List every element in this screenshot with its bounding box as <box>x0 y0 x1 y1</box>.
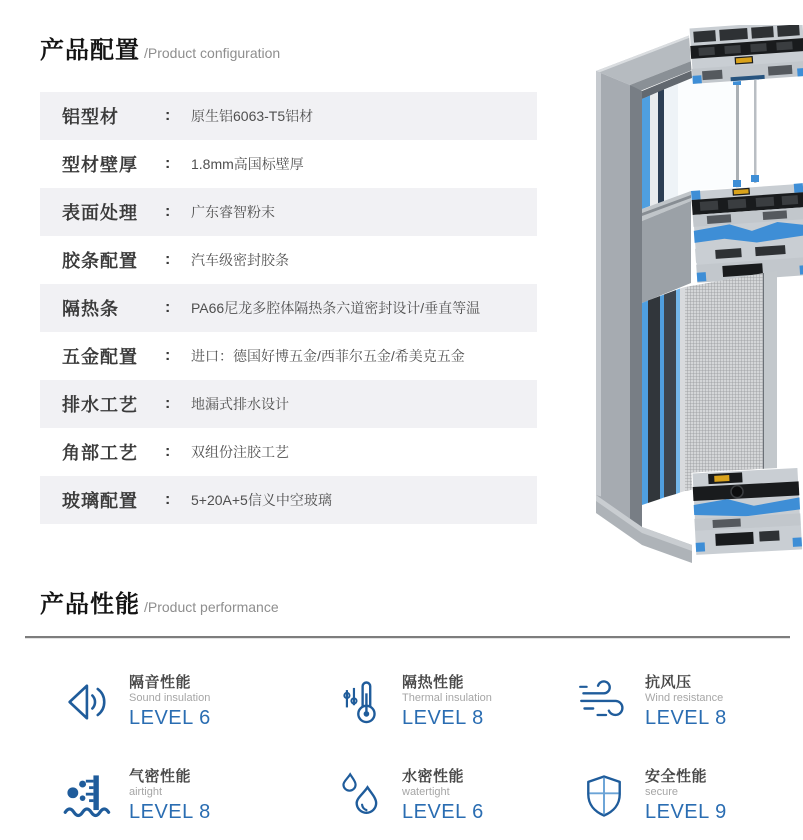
perf-text <box>402 768 484 825</box>
spec-label: 型材壁厚 <box>62 155 138 175</box>
window-profile-render-svg <box>588 25 803 565</box>
perf-level: LEVEL 9 <box>645 801 727 824</box>
config-section-title <box>40 30 280 65</box>
spec-label: 铝型材 <box>62 107 119 127</box>
config-title-en: /Product configuration <box>144 45 281 61</box>
spec-label: 表面处理 <box>62 203 138 223</box>
spec-colon: : <box>165 251 171 268</box>
perf-level: LEVEL 8 <box>402 707 484 730</box>
perf-title-zh: 产品性能 <box>40 591 140 618</box>
spec-colon: : <box>165 203 171 220</box>
perf-item-secure <box>578 762 788 830</box>
spec-row-wall-thickness <box>40 140 537 188</box>
spec-row-surface <box>40 188 537 236</box>
perf-name-zh: 隔热性能 <box>402 673 465 691</box>
perf-level: LEVEL 6 <box>129 707 211 730</box>
window-profile-render <box>588 25 803 565</box>
spec-value: 汽车级密封胶条 <box>191 252 289 268</box>
spec-row-hardware <box>40 332 537 380</box>
spec-value: PA66尼龙多腔体隔热条六道密封设计/垂直等温 <box>191 300 481 316</box>
spec-colon: : <box>165 395 171 412</box>
sound-insulation-icon <box>62 676 114 728</box>
spec-colon: : <box>165 443 171 460</box>
spec-value: 广东睿智粉末 <box>191 204 275 220</box>
perf-item-thermal-insulation <box>335 668 578 736</box>
airtight-icon <box>62 770 114 822</box>
sill-profile-section <box>692 467 802 554</box>
perf-text <box>645 768 727 825</box>
spec-value: 原生铝6063-T5铝材 <box>191 108 314 124</box>
spec-value: 地漏式排水设计 <box>191 396 289 412</box>
perf-level: LEVEL 6 <box>402 801 484 824</box>
spec-label: 隔热条 <box>62 299 119 319</box>
mesh-screen <box>685 273 764 491</box>
spec-row-gasket <box>40 236 537 284</box>
perf-item-sound-insulation <box>62 668 335 736</box>
perf-text <box>402 674 492 731</box>
config-title-zh: 产品配置 <box>40 37 140 64</box>
spec-label: 角部工艺 <box>62 443 138 463</box>
perf-level: LEVEL 8 <box>129 801 211 824</box>
spec-value: 5+20A+5信义中空玻璃 <box>191 492 332 508</box>
shield-icon <box>578 770 630 822</box>
spec-row-drainage <box>40 380 537 428</box>
top-profile-section <box>689 25 803 84</box>
perf-name-zh: 水密性能 <box>402 767 465 785</box>
performance-grid <box>62 668 788 830</box>
spec-row-glass <box>40 476 537 524</box>
spec-colon: : <box>165 107 171 124</box>
perf-name-en: Thermal insulation <box>402 691 492 704</box>
spec-colon: : <box>165 299 171 316</box>
wind-icon <box>578 676 630 728</box>
perf-name-zh: 抗风压 <box>645 673 692 691</box>
spec-row-corner <box>40 428 537 476</box>
perf-name-en: Wind resistance <box>645 691 724 704</box>
spec-value: 1.8mm高国标壁厚 <box>191 156 304 172</box>
perf-item-wind-resistance <box>578 668 788 736</box>
perf-name-zh: 安全性能 <box>645 767 708 785</box>
spec-label: 玻璃配置 <box>62 491 138 511</box>
spec-colon: : <box>165 347 171 364</box>
spec-colon: : <box>165 491 171 508</box>
perf-text <box>645 674 727 731</box>
spec-value: 进口：德国好博五金/西菲尔五金/希美克五金 <box>191 348 465 364</box>
perf-name-en: airtight <box>129 785 163 798</box>
transom-profile-section <box>691 183 803 283</box>
spec-colon: : <box>165 155 171 172</box>
water-drop-icon <box>335 770 387 822</box>
perf-name-en: secure <box>645 785 679 798</box>
thermometer-icon <box>335 676 387 728</box>
spec-label: 胶条配置 <box>62 251 138 271</box>
perf-title-en: /Product performance <box>144 599 279 615</box>
perf-item-airtight <box>62 762 335 830</box>
spec-label: 五金配置 <box>62 347 138 367</box>
spec-label: 排水工艺 <box>62 395 138 415</box>
perf-text <box>129 768 211 825</box>
perf-level: LEVEL 8 <box>645 707 727 730</box>
spec-value: 双组份注胶工艺 <box>191 444 289 460</box>
perf-name-en: Sound insulation <box>129 691 211 704</box>
section-divider <box>25 636 790 639</box>
perf-name-en: watertight <box>402 785 450 798</box>
perf-item-watertight <box>335 762 578 830</box>
perf-name-zh: 气密性能 <box>129 767 192 785</box>
spec-row-aluminium <box>40 92 537 140</box>
spec-table <box>40 92 537 524</box>
perf-text <box>129 674 211 731</box>
performance-section-title <box>40 584 279 619</box>
spec-row-thermal-break <box>40 284 537 332</box>
perf-name-zh: 隔音性能 <box>129 673 192 691</box>
